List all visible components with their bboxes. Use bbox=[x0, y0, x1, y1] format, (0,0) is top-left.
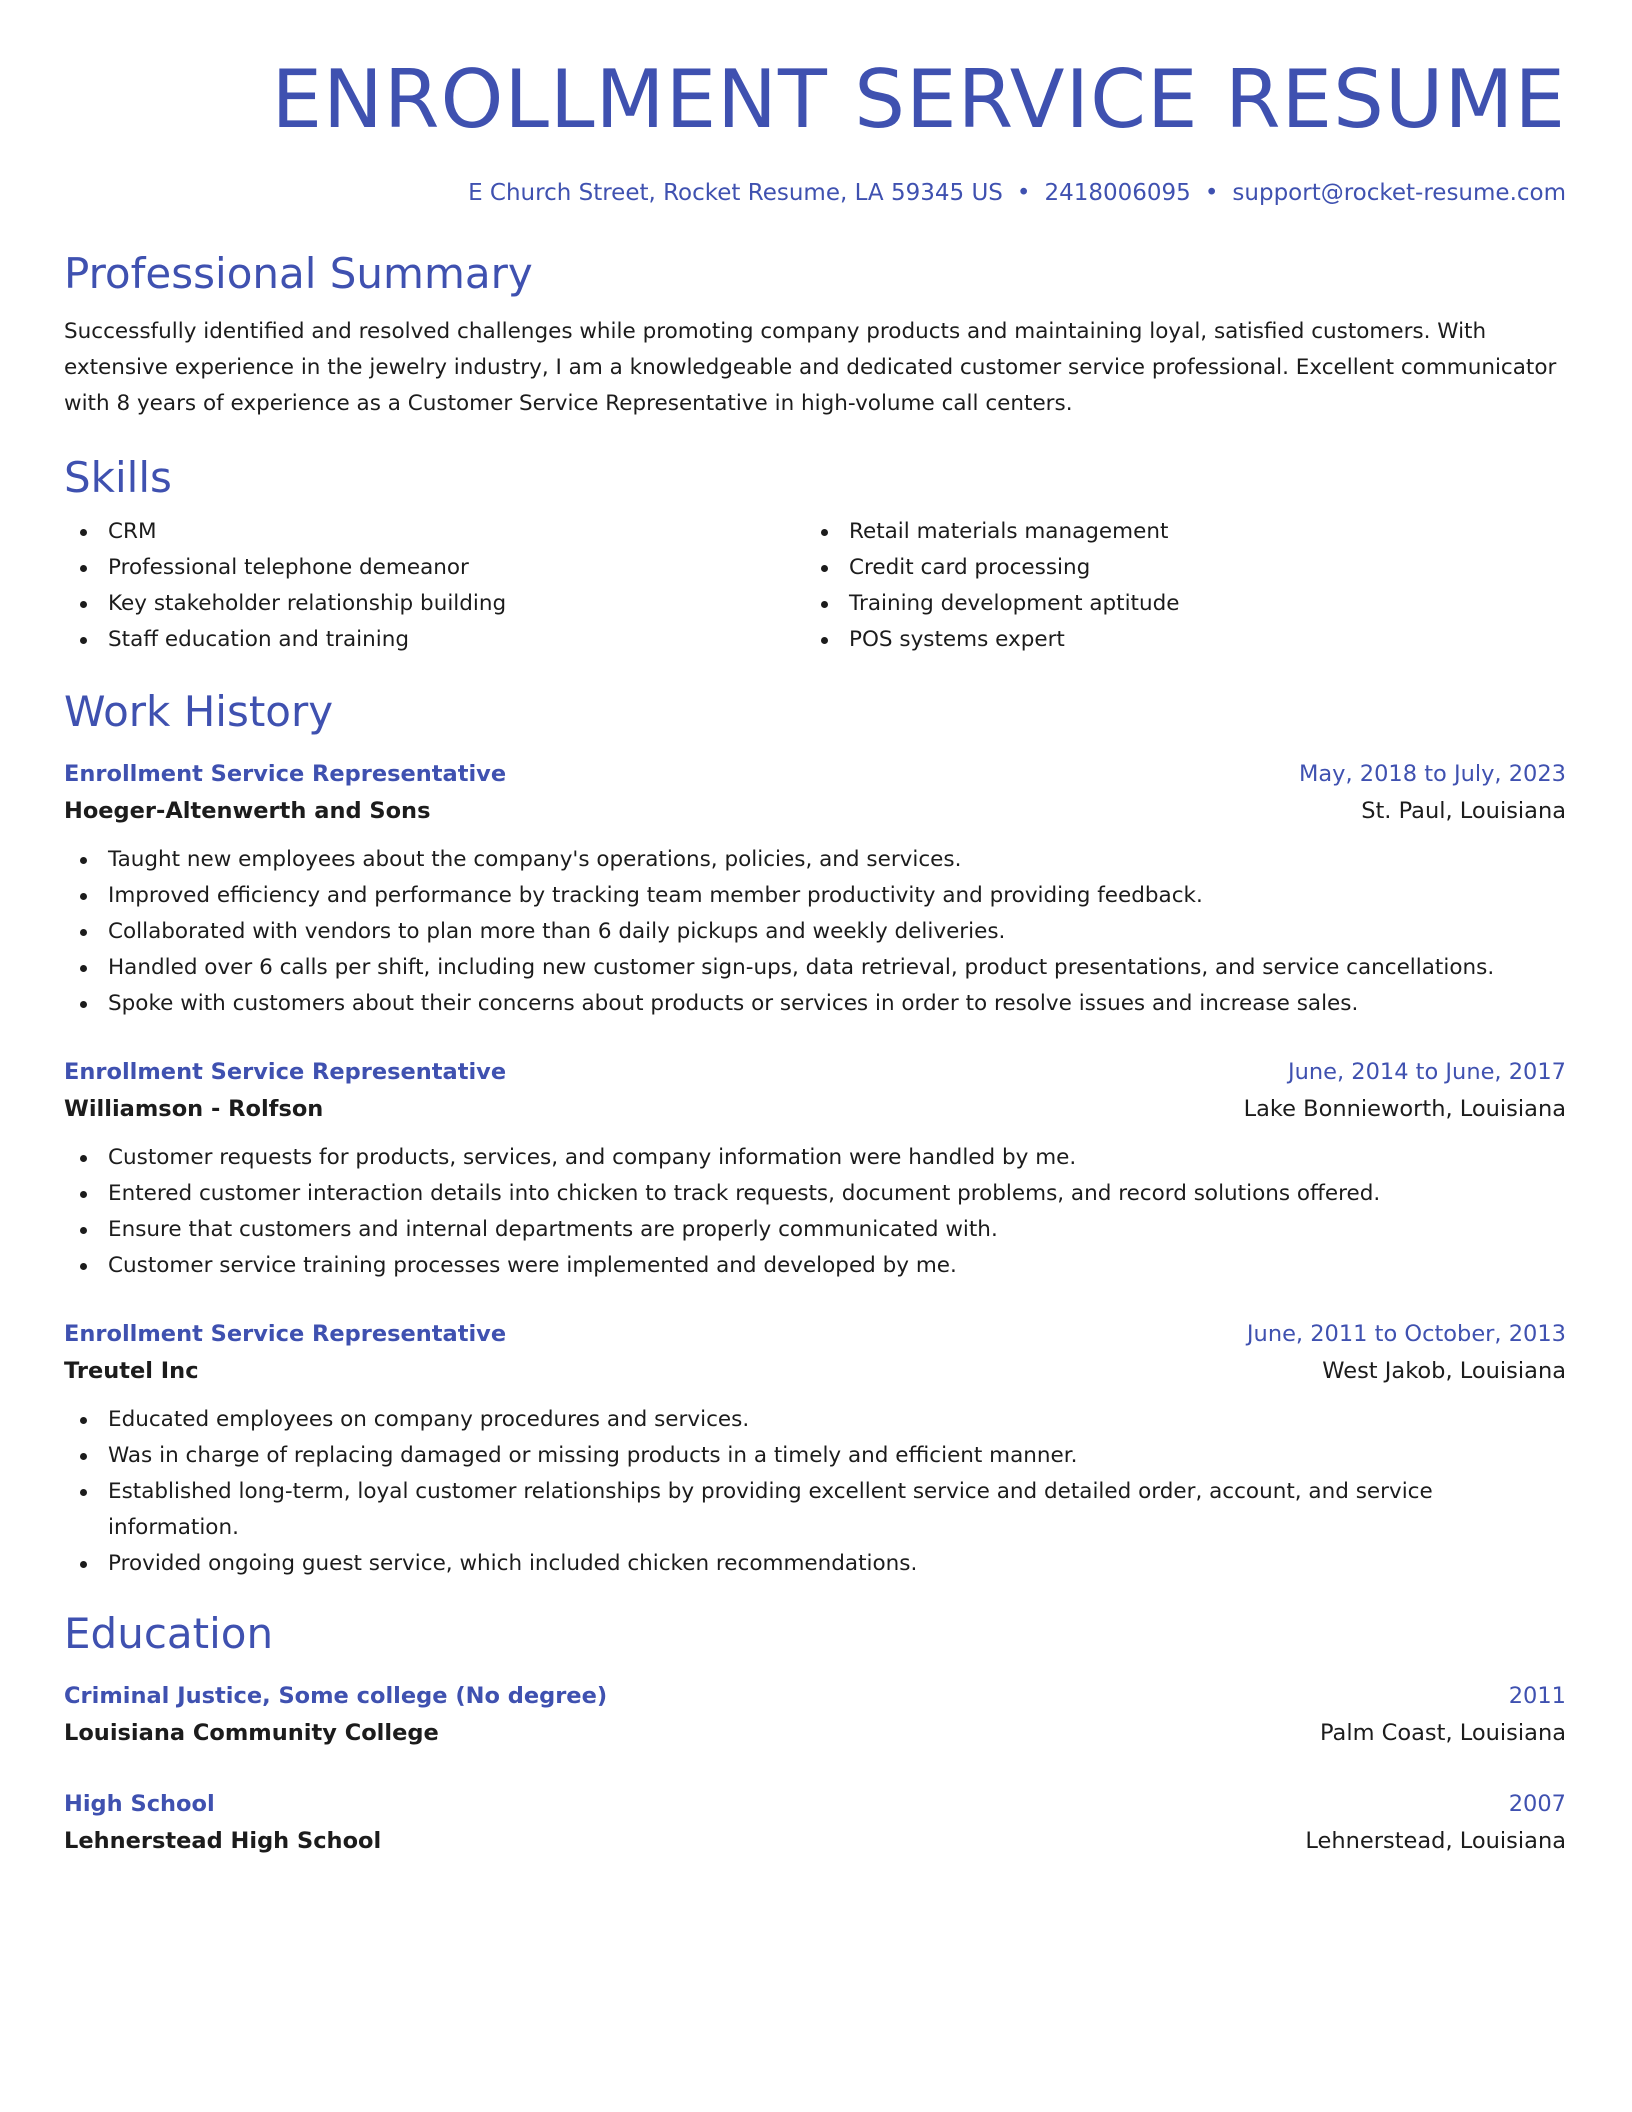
job-company-row bbox=[64, 1352, 1566, 1390]
contact-email[interactable]: support@rocket-resume.com bbox=[1232, 180, 1566, 206]
education-header-row bbox=[64, 1786, 1566, 1822]
skills-column-left bbox=[64, 514, 805, 658]
job-duty: Entered customer interaction details into chicken to track requests, document problems, and record solutions offered. bbox=[64, 1176, 1566, 1212]
job-company-row bbox=[64, 792, 1566, 830]
job-duty: Established long-term, loyal customer relationships by providing excellent service and detailed order, account, and service information. bbox=[64, 1474, 1566, 1546]
education-year: 2007 bbox=[1508, 1791, 1566, 1817]
skill-item: Training development aptitude bbox=[805, 586, 1546, 622]
job-entry bbox=[64, 1054, 1566, 1284]
education-location: Palm Coast, Louisiana bbox=[1319, 1720, 1566, 1746]
job-dates: June, 2014 to June, 2017 bbox=[1287, 1059, 1566, 1085]
education-header-row bbox=[64, 1678, 1566, 1714]
job-header-row bbox=[64, 1316, 1566, 1352]
skill-item: Retail materials management bbox=[805, 514, 1546, 550]
job-duty: Ensure that customers and internal departments are properly communicated with. bbox=[64, 1212, 1566, 1248]
job-entry bbox=[64, 1316, 1566, 1582]
education-school: Louisiana Community College bbox=[64, 1720, 439, 1746]
education-entry bbox=[64, 1786, 1566, 1860]
job-duties bbox=[64, 1402, 1566, 1582]
job-duty: Spoke with customers about their concerns about products or services in order to resolve issues and increase sales. bbox=[64, 986, 1566, 1022]
job-title: Enrollment Service Representative bbox=[64, 1321, 507, 1347]
skills-heading: Skills bbox=[64, 453, 172, 502]
work-history-heading: Work History bbox=[64, 687, 334, 736]
skill-item: Key stakeholder relationship building bbox=[64, 586, 805, 622]
education-location: Lehnerstead, Louisiana bbox=[1305, 1828, 1566, 1854]
summary-text: Successfully identified and resolved challenges while promoting company products and maintaining loyal, satisfied customers. With extensive experience in the jewelry industry, I am a knowledgeable and dedicated customer service professional. Excellent communicator with 8 years of experience as a Customer Service Representative in high-volume call centers. bbox=[64, 319, 1557, 416]
skills-list bbox=[64, 514, 1566, 658]
job-company-row bbox=[64, 1090, 1566, 1128]
education-year: 2011 bbox=[1508, 1683, 1566, 1709]
skill-item: Credit card processing bbox=[805, 550, 1546, 586]
resume-page bbox=[64, 50, 1566, 1860]
contact-separator: • bbox=[1016, 180, 1031, 206]
job-dates: June, 2011 to October, 2013 bbox=[1246, 1321, 1566, 1347]
education-heading: Education bbox=[64, 1609, 274, 1658]
job-duty: Educated employees on company procedures and services. bbox=[64, 1402, 1566, 1438]
contact-line bbox=[64, 176, 1566, 210]
education-school: Lehnerstead High School bbox=[64, 1828, 382, 1854]
summary-heading: Professional Summary bbox=[64, 249, 533, 298]
job-location: West Jakob, Louisiana bbox=[1322, 1358, 1566, 1384]
job-duty: Provided ongoing guest service, which included chicken recommendations. bbox=[64, 1546, 1566, 1582]
job-entry bbox=[64, 756, 1566, 1022]
contact-address: E Church Street, Rocket Resume, LA 59345 US bbox=[468, 180, 1003, 206]
resume-title: ENROLLMENT SERVICE RESUME bbox=[271, 53, 1566, 146]
job-duty: Collaborated with vendors to plan more than 6 daily pickups and weekly deliveries. bbox=[64, 914, 1566, 950]
skill-item: POS systems expert bbox=[805, 622, 1546, 658]
job-duty: Customer service training processes were implemented and developed by me. bbox=[64, 1248, 1566, 1284]
job-header-row bbox=[64, 1054, 1566, 1090]
job-duties bbox=[64, 1140, 1566, 1284]
contact-separator: • bbox=[1204, 180, 1219, 206]
skills-column-right bbox=[805, 514, 1546, 658]
job-duty: Handled over 6 calls per shift, including new customer sign-ups, data retrieval, product presentations, and service cancellations. bbox=[64, 950, 1566, 986]
contact-phone: 2418006095 bbox=[1044, 180, 1191, 206]
job-company: Treutel Inc bbox=[64, 1358, 199, 1384]
job-duties bbox=[64, 842, 1566, 1022]
job-location: Lake Bonnieworth, Louisiana bbox=[1243, 1096, 1566, 1122]
job-company: Hoeger-Altenwerth and Sons bbox=[64, 798, 431, 824]
job-duty: Was in charge of replacing damaged or missing products in a timely and efficient manner. bbox=[64, 1438, 1566, 1474]
job-duty: Customer requests for products, services, and company information were handled by me. bbox=[64, 1140, 1566, 1176]
job-dates: May, 2018 to July, 2023 bbox=[1298, 761, 1566, 787]
job-title: Enrollment Service Representative bbox=[64, 761, 507, 787]
job-location: St. Paul, Louisiana bbox=[1361, 798, 1566, 824]
education-degree: High School bbox=[64, 1791, 215, 1817]
skill-item: Staff education and training bbox=[64, 622, 805, 658]
education-degree: Criminal Justice, Some college (No degree) bbox=[64, 1683, 608, 1709]
education-school-row bbox=[64, 1822, 1566, 1860]
job-header-row bbox=[64, 756, 1566, 792]
job-title: Enrollment Service Representative bbox=[64, 1059, 507, 1085]
skill-item: Professional telephone demeanor bbox=[64, 550, 805, 586]
job-company: Williamson - Rolfson bbox=[64, 1096, 324, 1122]
job-duty: Taught new employees about the company's operations, policies, and services. bbox=[64, 842, 1566, 878]
education-school-row bbox=[64, 1714, 1566, 1752]
job-duty: Improved efficiency and performance by tracking team member productivity and providing feedback. bbox=[64, 878, 1566, 914]
education-entry bbox=[64, 1678, 1566, 1752]
skill-item: CRM bbox=[64, 514, 805, 550]
